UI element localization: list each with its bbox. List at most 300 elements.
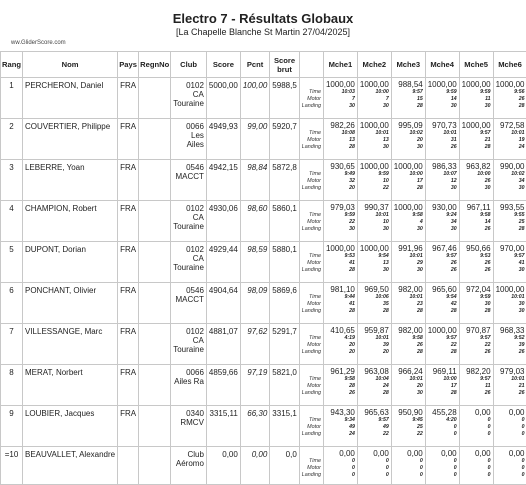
round-score: 1000,00	[394, 162, 423, 171]
pcnt-cell: 0,00	[240, 447, 269, 485]
round-score: 972,58	[496, 121, 525, 130]
round-score: 965,63	[360, 408, 389, 417]
table-row	[1, 160, 526, 201]
round-cell-mche6	[493, 78, 526, 119]
round-time: 9:54	[360, 253, 389, 260]
round-time: 10:00	[462, 171, 491, 178]
round-motor: 14	[462, 219, 491, 226]
sub-label: Time	[302, 253, 321, 260]
round-landing: 30	[326, 103, 355, 110]
round-landing: 30	[394, 226, 423, 233]
table-row	[1, 201, 526, 242]
round-cell-mche4	[425, 447, 459, 485]
round-motor: 22	[462, 342, 491, 349]
round-score: 963,82	[462, 162, 491, 171]
round-landing: 0	[496, 431, 525, 438]
round-landing: 0	[462, 472, 491, 479]
sub-label: Landing	[302, 103, 321, 110]
round-time: 9:56	[496, 89, 525, 96]
round-time: 9:57	[462, 130, 491, 137]
regn-cell	[139, 283, 171, 324]
round-score: 1000,00	[428, 80, 457, 89]
sub-label-cell	[299, 406, 323, 447]
round-motor: 26	[394, 342, 423, 349]
sub-label: Motor	[302, 178, 321, 185]
pcnt-cell: 97,62	[240, 324, 269, 365]
round-score: 0,00	[394, 449, 423, 458]
round-motor: 34	[428, 219, 457, 226]
round-cell-mche3	[391, 201, 425, 242]
round-motor: 41	[496, 260, 525, 267]
round-time: 0	[326, 458, 355, 465]
country-cell	[118, 447, 139, 485]
round-score: 961,29	[326, 367, 355, 376]
round-landing: 30	[394, 144, 423, 151]
round-time: 10:01	[394, 294, 423, 301]
table-row	[1, 242, 526, 283]
score-brut-cell: 5860,1	[270, 201, 299, 242]
round-cell-mche2	[357, 406, 391, 447]
round-cell-mche4	[425, 78, 459, 119]
round-cell-mche6	[493, 160, 526, 201]
round-motor: 0	[496, 465, 525, 472]
round-cell-mche5	[459, 283, 493, 324]
round-score: 967,46	[428, 244, 457, 253]
country-cell: FRA	[118, 78, 139, 119]
round-landing: 0	[326, 472, 355, 479]
round-score: 0,00	[462, 449, 491, 458]
round-landing: 0	[428, 431, 457, 438]
round-score: 0,00	[462, 408, 491, 417]
round-landing: 26	[496, 349, 525, 356]
round-score: 970,00	[496, 244, 525, 253]
round-score: 967,11	[462, 203, 491, 212]
round-score: 930,65	[326, 162, 355, 171]
round-time: 10:03	[326, 89, 355, 96]
round-cell-mche2	[357, 365, 391, 406]
round-landing: 30	[462, 103, 491, 110]
country-cell: FRA	[118, 160, 139, 201]
country-cell: FRA	[118, 242, 139, 283]
name-cell: LOUBIER, Jacques	[22, 406, 117, 447]
round-time: 9:58	[462, 212, 491, 219]
pcnt-cell: 99,00	[240, 119, 269, 160]
rank-cell: 5	[1, 242, 23, 283]
round-score: 959,87	[360, 326, 389, 335]
round-motor: 32	[326, 178, 355, 185]
round-motor: 26	[496, 96, 525, 103]
round-motor: 0	[326, 465, 355, 472]
round-time: 9:44	[326, 294, 355, 301]
round-motor: 12	[428, 178, 457, 185]
header-pays: Pays	[118, 52, 139, 78]
round-motor: 35	[360, 301, 389, 308]
round-score: 1000,00	[394, 203, 423, 212]
regn-cell	[139, 365, 171, 406]
round-score: 968,33	[496, 326, 525, 335]
regn-cell	[139, 242, 171, 283]
round-cell-mche3	[391, 119, 425, 160]
round-landing: 30	[496, 308, 525, 315]
sub-label: Time	[302, 89, 321, 96]
round-score: 969,50	[360, 285, 389, 294]
table-row	[1, 406, 526, 447]
club-cell: 0546 MACCT	[171, 283, 207, 324]
round-motor: 29	[394, 260, 423, 267]
round-landing: 20	[326, 349, 355, 356]
sub-label: Landing	[302, 431, 321, 438]
round-landing: 30	[360, 226, 389, 233]
header-row	[1, 52, 526, 78]
name-cell: BEAUVALLET, Alexandre	[22, 447, 117, 485]
round-score: 1000,00	[360, 162, 389, 171]
round-time: 9:57	[462, 376, 491, 383]
round-cell-mche4	[425, 406, 459, 447]
round-landing: 28	[326, 267, 355, 274]
round-motor: 20	[394, 383, 423, 390]
round-cell-mche5	[459, 160, 493, 201]
sub-label: Motor	[302, 383, 321, 390]
round-time: 9:59	[428, 89, 457, 96]
club-cell: 0102 CA Touraine	[171, 324, 207, 365]
round-landing: 28	[394, 103, 423, 110]
header-club: Club	[171, 52, 207, 78]
round-score: 972,04	[462, 285, 491, 294]
round-motor: 49	[326, 424, 355, 431]
club-cell: 0066 Les Ailes	[171, 119, 207, 160]
round-score: 990,00	[496, 162, 525, 171]
round-time: 9:58	[326, 376, 355, 383]
round-landing: 24	[496, 144, 525, 151]
round-motor: 25	[496, 219, 525, 226]
round-score: 1000,00	[428, 326, 457, 335]
score-brut-cell: 5872,8	[270, 160, 299, 201]
round-motor: 0	[462, 465, 491, 472]
round-time: 10:00	[394, 171, 423, 178]
round-landing: 28	[428, 308, 457, 315]
sub-label: Motor	[302, 96, 321, 103]
round-time: 0	[428, 458, 457, 465]
round-cell-mche6	[493, 324, 526, 365]
round-landing: 28	[428, 349, 457, 356]
rank-cell: 3	[1, 160, 23, 201]
round-motor: 21	[462, 137, 491, 144]
round-motor: 42	[428, 301, 457, 308]
round-time: 9:53	[326, 253, 355, 260]
round-score: 0,00	[496, 449, 525, 458]
round-time: 4:20	[428, 417, 457, 424]
sub-label-cell	[299, 160, 323, 201]
rank-cell: 6	[1, 283, 23, 324]
round-time: 9:52	[496, 335, 525, 342]
round-cell-mche5	[459, 201, 493, 242]
round-landing: 28	[394, 185, 423, 192]
round-cell-mche5	[459, 78, 493, 119]
round-time: 9:57	[496, 253, 525, 260]
round-cell-mche5	[459, 119, 493, 160]
sub-label: Time	[302, 130, 321, 137]
country-cell: FRA	[118, 324, 139, 365]
round-landing: 0	[462, 431, 491, 438]
header-mche2: Mche2	[357, 52, 391, 78]
pcnt-cell: 98,84	[240, 160, 269, 201]
country-cell: FRA	[118, 201, 139, 242]
round-score: 950,90	[394, 408, 423, 417]
round-time: 9:59	[360, 171, 389, 178]
header-mche6: Mche6	[493, 52, 526, 78]
round-cell-mche1	[323, 201, 357, 242]
round-landing: 28	[326, 308, 355, 315]
round-motor: 26	[462, 260, 491, 267]
round-time: 0	[360, 458, 389, 465]
round-time: 0	[496, 417, 525, 424]
club-cell: 0102 CA Touraine	[171, 242, 207, 283]
round-motor: 41	[326, 301, 355, 308]
round-time: 9:59	[462, 294, 491, 301]
round-time: 9:45	[394, 417, 423, 424]
round-time: 9:55	[496, 212, 525, 219]
club-cell: 0102 CA Touraine	[171, 78, 207, 119]
round-motor: 23	[394, 301, 423, 308]
round-landing: 24	[326, 431, 355, 438]
round-cell-mche6	[493, 447, 526, 485]
header-mche1: Mche1	[323, 52, 357, 78]
round-score: 1000,00	[360, 244, 389, 253]
round-time: 10:01	[394, 253, 423, 260]
round-cell-mche3	[391, 242, 425, 283]
round-time: 0	[496, 458, 525, 465]
round-landing: 30	[428, 226, 457, 233]
round-landing: 28	[360, 308, 389, 315]
sub-label: Landing	[302, 349, 321, 356]
round-motor: 34	[496, 178, 525, 185]
round-motor: 0	[394, 465, 423, 472]
round-landing: 0	[360, 472, 389, 479]
header-nom: Nom	[22, 52, 117, 78]
round-cell-mche2	[357, 447, 391, 485]
sub-label: Landing	[302, 472, 321, 479]
round-landing: 26	[462, 226, 491, 233]
regn-cell	[139, 324, 171, 365]
round-cell-mche3	[391, 365, 425, 406]
header-pcnt: Pcnt	[240, 52, 269, 78]
round-cell-mche1	[323, 119, 357, 160]
round-cell-mche1	[323, 406, 357, 447]
score-cell: 4942,15	[206, 160, 240, 201]
round-landing: 30	[326, 226, 355, 233]
round-motor: 11	[462, 96, 491, 103]
club-cell: 0546 MACCT	[171, 160, 207, 201]
regn-cell	[139, 160, 171, 201]
score-cell: 4930,06	[206, 201, 240, 242]
round-motor: 13	[360, 137, 389, 144]
round-landing: 28	[394, 308, 423, 315]
round-cell-mche2	[357, 160, 391, 201]
round-cell-mche6	[493, 201, 526, 242]
round-score: 1000,00	[496, 80, 525, 89]
round-score: 950,66	[462, 244, 491, 253]
round-landing: 28	[496, 226, 525, 233]
round-time: 10:02	[394, 130, 423, 137]
pcnt-cell: 98,60	[240, 201, 269, 242]
round-time: 10:02	[496, 171, 525, 178]
round-motor: 0	[462, 424, 491, 431]
round-motor: 7	[326, 96, 355, 103]
round-landing: 30	[394, 267, 423, 274]
round-cell-mche1	[323, 160, 357, 201]
round-cell-mche2	[357, 324, 391, 365]
header-mche4: Mche4	[425, 52, 459, 78]
round-time: 9:58	[394, 212, 423, 219]
score-brut-cell: 5291,7	[270, 324, 299, 365]
round-score: 981,10	[326, 285, 355, 294]
score-cell: 4881,07	[206, 324, 240, 365]
round-cell-mche2	[357, 201, 391, 242]
round-motor: 10	[360, 178, 389, 185]
sub-label: Motor	[302, 301, 321, 308]
round-motor: 0	[428, 424, 457, 431]
round-landing: 30	[428, 103, 457, 110]
round-score: 455,28	[428, 408, 457, 417]
round-score: 979,03	[496, 367, 525, 376]
round-landing: 28	[496, 103, 525, 110]
round-cell-mche3	[391, 324, 425, 365]
round-cell-mche1	[323, 283, 357, 324]
round-score: 1000,00	[496, 285, 525, 294]
round-cell-mche1	[323, 242, 357, 283]
round-time: 10:01	[496, 294, 525, 301]
sub-label-cell	[299, 283, 323, 324]
round-score: 963,08	[360, 367, 389, 376]
sub-label: Motor	[302, 260, 321, 267]
round-motor: 22	[326, 219, 355, 226]
sub-label: Time	[302, 458, 321, 465]
sub-label: Time	[302, 417, 321, 424]
score-brut-cell: 5821,0	[270, 365, 299, 406]
round-cell-mche4	[425, 324, 459, 365]
score-cell: 3315,11	[206, 406, 240, 447]
round-score: 965,60	[428, 285, 457, 294]
club-cell: 0066 Ailes Ra	[171, 365, 207, 406]
sub-label: Motor	[302, 465, 321, 472]
round-cell-mche4	[425, 283, 459, 324]
sub-label: Time	[302, 171, 321, 178]
round-motor: 11	[462, 383, 491, 390]
round-score: 1000,00	[462, 121, 491, 130]
round-motor: 31	[428, 137, 457, 144]
round-score: 0,00	[496, 408, 525, 417]
round-time: 9:57	[360, 417, 389, 424]
round-landing: 26	[462, 390, 491, 397]
round-landing: 30	[462, 185, 491, 192]
pcnt-cell: 66,30	[240, 406, 269, 447]
round-motor: 13	[360, 260, 389, 267]
country-cell: FRA	[118, 283, 139, 324]
score-cell: 0,00	[206, 447, 240, 485]
header-mche3: Mche3	[391, 52, 425, 78]
sub-label: Landing	[302, 267, 321, 274]
name-cell: DUPONT, Dorian	[22, 242, 117, 283]
round-cell-mche1	[323, 324, 357, 365]
round-landing: 0	[394, 472, 423, 479]
round-cell-mche3	[391, 283, 425, 324]
round-cell-mche4	[425, 242, 459, 283]
round-score: 0,00	[326, 449, 355, 458]
round-score: 1000,00	[462, 80, 491, 89]
round-landing: 22	[360, 185, 389, 192]
sub-label: Landing	[302, 185, 321, 192]
round-landing: 30	[360, 144, 389, 151]
round-landing: 26	[428, 144, 457, 151]
table-row	[1, 447, 526, 485]
round-motor: 13	[326, 137, 355, 144]
score-brut-cell: 5869,6	[270, 283, 299, 324]
round-score: 982,00	[394, 285, 423, 294]
round-time: 9:53	[462, 253, 491, 260]
round-landing: 28	[360, 390, 389, 397]
sub-label: Time	[302, 294, 321, 301]
sub-label-cell	[299, 365, 323, 406]
round-score: 991,96	[394, 244, 423, 253]
header-rang: Rang	[1, 52, 23, 78]
page-title: Electro 7 - Résultats Globaux	[0, 11, 526, 26]
round-cell-mche2	[357, 78, 391, 119]
round-cell-mche4	[425, 201, 459, 242]
round-score: 1000,00	[326, 244, 355, 253]
country-cell: FRA	[118, 406, 139, 447]
round-landing: 26	[462, 349, 491, 356]
round-motor: 22	[428, 342, 457, 349]
sub-label-cell	[299, 119, 323, 160]
rank-cell: 1	[1, 78, 23, 119]
round-score: 943,30	[326, 408, 355, 417]
sub-label-cell	[299, 242, 323, 283]
round-score: 982,20	[462, 367, 491, 376]
round-cell-mche1	[323, 365, 357, 406]
round-time: 10:00	[428, 376, 457, 383]
round-cell-mche3	[391, 160, 425, 201]
score-brut-cell: 5988,5	[270, 78, 299, 119]
round-motor: 41	[326, 260, 355, 267]
sub-label: Landing	[302, 308, 321, 315]
round-cell-mche5	[459, 406, 493, 447]
round-cell-mche5	[459, 447, 493, 485]
round-score: 0,00	[360, 449, 389, 458]
header-labels	[299, 52, 323, 78]
round-cell-mche3	[391, 447, 425, 485]
round-landing: 22	[394, 431, 423, 438]
round-time: 10:01	[394, 376, 423, 383]
table-row	[1, 324, 526, 365]
score-cell: 4929,44	[206, 242, 240, 283]
sub-label: Time	[302, 212, 321, 219]
round-time: 9:24	[428, 212, 457, 219]
name-cell: MERAT, Norbert	[22, 365, 117, 406]
round-score: 993,55	[496, 203, 525, 212]
rank-cell: 2	[1, 119, 23, 160]
round-time: 9:49	[326, 171, 355, 178]
table-row	[1, 365, 526, 406]
round-motor: 39	[496, 342, 525, 349]
round-motor: 17	[428, 383, 457, 390]
round-motor: 25	[394, 424, 423, 431]
round-score: 966,24	[394, 367, 423, 376]
header-score-brut: Score brut	[270, 52, 299, 78]
page-subtitle: [La Chapelle Blanche St Martin 27/04/2025]	[0, 27, 526, 37]
round-score: 986,33	[428, 162, 457, 171]
name-cell: PONCHANT, Olivier	[22, 283, 117, 324]
round-landing: 30	[394, 390, 423, 397]
